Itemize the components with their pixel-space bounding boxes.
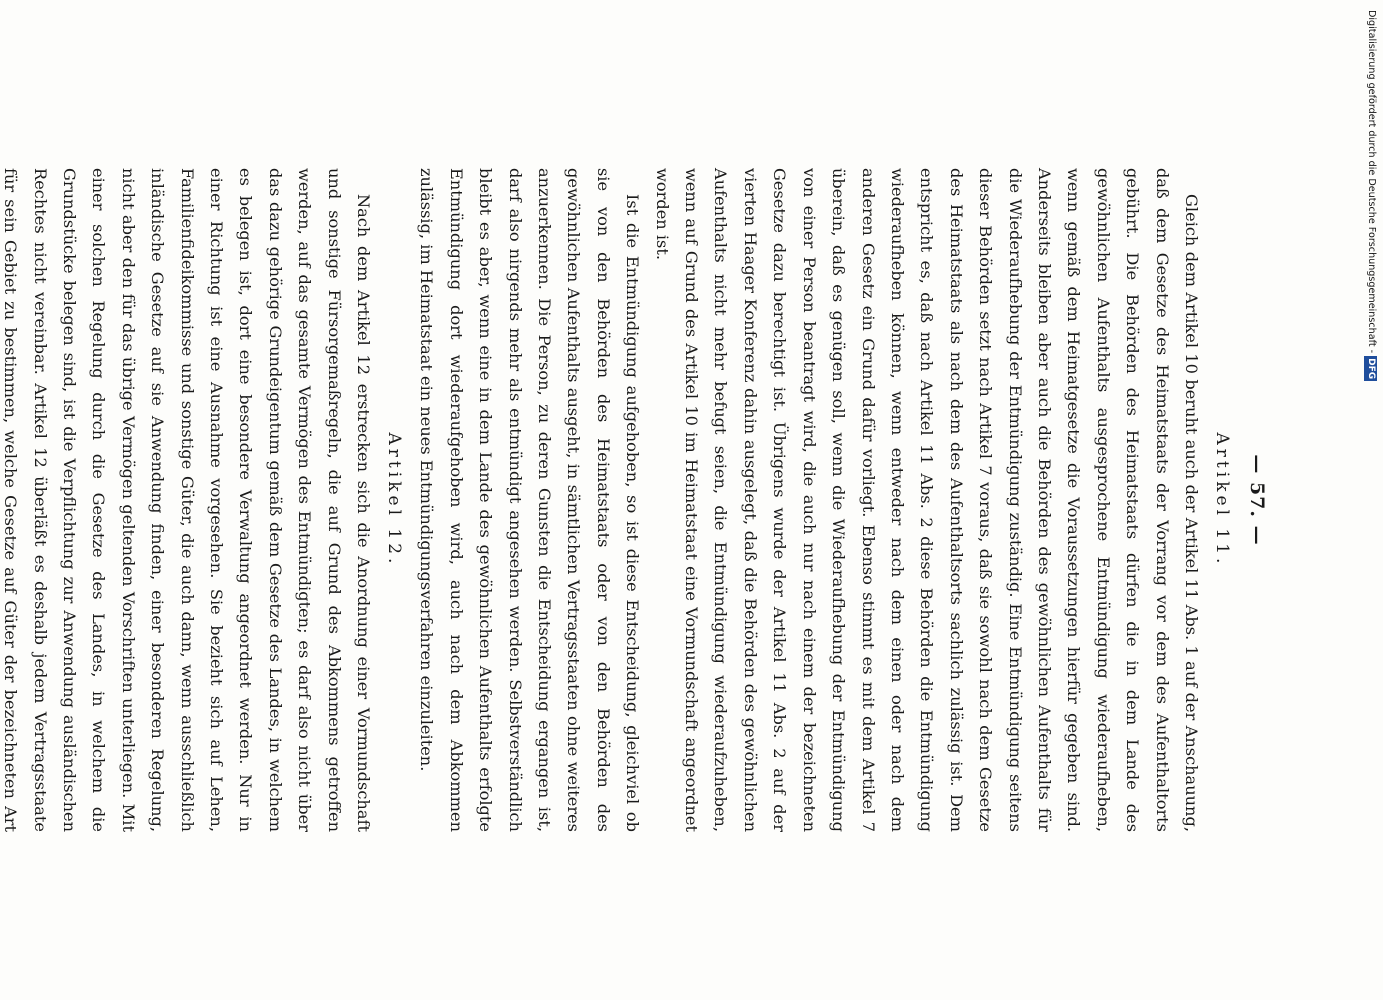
section-artikel-12 [0, 168, 408, 832]
paragraph: Ist die Entmündigung aufgehoben, so ist diese Entscheidung, gleichviel ob sie von den Behörden des Heimatstaats oder von den Behörden des gewöhnlichen Aufenthalts ausgeht, in sämtlichen Vertragsstaaten ohne weiteres anzuerkennen. Die Person, zu deren Gunsten die Entscheidung ergangen ist, darf also nirgends mehr als entmündigt angesehen werden. Selbstverständlich bleibt es aber, wenn eine in dem Lande des gewöhnlichen Aufenthalts erfolgte Entmündigung dort wiederaufgehoben wird, auch nach dem Abkommen zulässig, im Heimatstaat ein neues Entmündigungsverfahren einzuleiten. [417, 168, 643, 832]
paragraph: Nach dem Artikel 12 erstrecken sich die Anordnung einer Vormundschaft und sonstige Fürsorgemaßregeln, die auf Grund des Abkommens getroffen werden, auf das gesamte Vermögen des Entmündigten; es darf also nicht über das dazu gehörige Grundeigentum gemäß dem Gesetze des Landes, in welchem es belegen ist, dort eine besondere Verwaltung angeordnet werden. Nur in einer Richtung ist eine Ausnahme vorgesehen. Sie bezieht sich auf Lehen, Familienfideikommisse und sonstige Güter, die auch dann, wenn ausschließlich inländische Gesetze auf sie Anwendung finden, einer besonderen Regelung, nicht aber den für das übrige Vermögen geltenden Vorschriften unterliegen. Mit einer solchen Regelung durch die Gesetze des Landes, in welchem die Grundstücke belegen sind, ist die Verpflichtung zur Anwendung ausländischen Rechtes nicht vereinbar. Artikel 12 überläßt es deshalb jedem Vertragsstaate für sein Gebiet zu bestimmen, welche Gesetze auf Güter der bezeichneten Art [1, 168, 374, 832]
page-number: — 57. — [1246, 454, 1268, 546]
section-heading: Artikel 11. [1212, 432, 1232, 568]
digitization-note-text: Digitalisierung gefördert durch die Deutsche Forschungsgemeinschaft - [1366, 10, 1377, 354]
section-heading: Artikel 12. [384, 432, 405, 568]
section-artikel-11 [412, 168, 1236, 832]
paragraph: Gleich dem Artikel 10 beruht auch der Artikel 11 Abs. 1 auf der Anschauung, daß dem Gesetze des Heimatstaats der Vorrang vor dem des Aufenthaltorts gebührt. Die Behörden des Heimatstaats dürfen die in dem Lande des gewöhnlichen Aufenthalts ausgesprochene Entmündigung wiederaufheben, wenn gemäß dem Heimatgesetze die Voraussetzungen hierfür gegeben sind. Anderseits bleiben aber auch die Behörden des gewöhnlichen Aufenthalts für die Wiederaufhebung der Entmündigung zuständig. Eine Entmündigung seitens dieser Behörden setzt nach Artikel 7 voraus, daß sie sowohl nach dem Gesetze des Heimatstaats als nach dem des Aufenthaltsorts sachlich zulässig ist. Dem entspricht es, daß nach Artikel 11 Abs. 2 diese Behörden die Entmündigung wiederaufheben können, wenn entweder nach dem einen oder nach dem anderen Gesetz ein Grund dafür vorliegt. Ebenso stimmt es mit dem Artikel 7 überein, daß es genügen soll, wenn die Wiederaufhebung der Entmündigung von einer Person beantragt wird, die auch nur nach einem der bezeichneten Gesetze dazu berechtigt ist. Übrigens wurde der Artikel 11 Abs. 2 auf der vierten Haager Konferenz dahin ausgelegt, daß die Behörden des gewöhnlichen Aufenthalts nicht mehr befugt seien, die Entmündigung wiederaufzuheben, wenn auf Grund des Artikel 10 im Heimatstaat eine Vormundschaft angeordnet worden ist. [652, 168, 1201, 832]
rotated-document-page [1, 150, 1270, 850]
dfg-logo: DFG [1366, 358, 1377, 380]
digitization-note [1364, 10, 1378, 720]
